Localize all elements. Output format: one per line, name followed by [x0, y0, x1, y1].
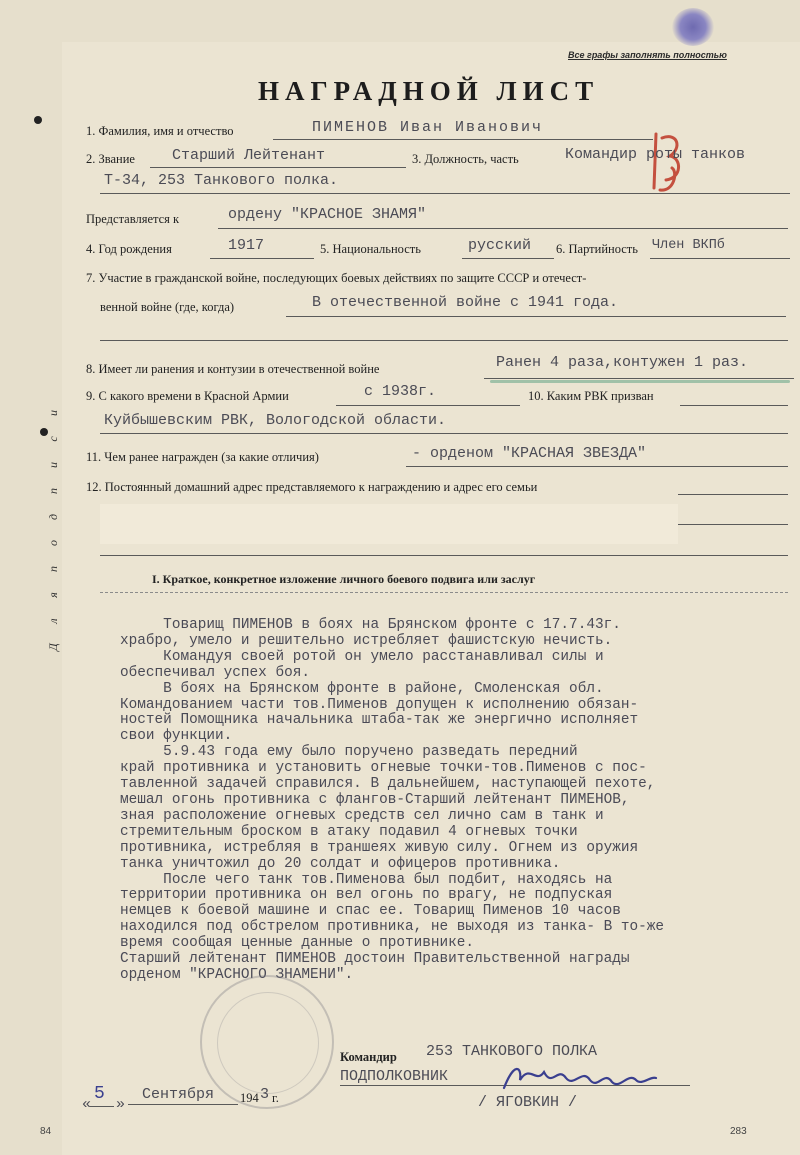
side-label-letter: я	[46, 592, 60, 598]
citation-line: зная расположение огневых средств сел лично сам в танк и	[120, 807, 604, 824]
field-7-label-continued: венной войне (где, когда)	[100, 300, 235, 314]
field-3-label: 3. Должность, часть	[412, 152, 519, 166]
field-5-line	[462, 258, 554, 259]
field-1-line	[273, 139, 653, 140]
citation-line: орденом "КРАСНОГО ЗНАМЕНИ".	[120, 966, 354, 983]
nominated-for-label: Представляется к	[86, 212, 180, 226]
side-label-letter: п	[46, 488, 60, 494]
field-12-line-3	[100, 555, 788, 556]
field-9-line	[336, 405, 520, 406]
section-divider	[100, 592, 788, 593]
field-5-label: 5. Национальность	[320, 242, 421, 256]
field-5-value: русский	[468, 237, 532, 254]
field-10-line	[680, 405, 788, 406]
field-3-value: Командир роты танков	[565, 146, 746, 163]
red-pencil-mark	[648, 128, 688, 198]
date-open-quote: «	[82, 1096, 92, 1113]
side-label-letter: л	[46, 618, 60, 624]
citation-text	[120, 618, 796, 984]
field-11-line	[406, 466, 788, 467]
citation-line: Командованием части тов.Пименов допущен к исполнению обязан-	[120, 696, 639, 713]
field-8-label: 8. Имеет ли ранения и контузии в отечественной войне	[86, 362, 380, 376]
field-7-value: В отечественной войне с 1941 года.	[312, 294, 619, 311]
commander-unit: 253 ТАНКОВОГО ПОЛКА	[426, 1043, 598, 1060]
citation-line: После чего танк тов.Пименова был подбит, находясь на	[120, 871, 613, 888]
field-7-label: 7. Участие в гражданской войне, последующих боевых действиях по защите СССР и отечест-	[86, 271, 587, 285]
side-label-letter: д	[46, 513, 60, 521]
citation-line: территории противника он вел огонь по врагу, не подпуская	[120, 887, 613, 904]
side-label-letter: о	[46, 540, 60, 546]
page-number-left: 84	[40, 1126, 52, 1137]
citation-line: свои функции.	[120, 728, 233, 745]
field-7-line	[286, 316, 786, 317]
citation-line: танка уничтожил до 20 солдат и офицеров противника.	[120, 855, 561, 872]
date-day: 5	[94, 1084, 105, 1104]
side-signature-label	[43, 400, 63, 660]
field-2-label: 2. Звание	[86, 152, 135, 166]
field-11-label: 11. Чем ранее награжден (за какие отличия)	[86, 450, 319, 464]
field-8-value: Ранен 4 раза,контужен 1 раз.	[496, 354, 749, 371]
date-month-line	[128, 1104, 238, 1105]
citation-line: тавленной задачей справился. В дальнейшем, наступающей пехоте,	[120, 776, 656, 793]
date-month: Сентября	[142, 1086, 215, 1103]
citation-line: Старший лейтенант ПИМЕНОВ достоин Правительственной награды	[120, 951, 630, 968]
field-8-line	[484, 378, 794, 379]
header-note: Все графы заполнять полностью	[568, 50, 727, 60]
field-3-line	[100, 193, 790, 194]
field-1-value: ПИМЕНОВ Иван Иванович	[312, 119, 544, 136]
field-3-value-continued: Т-34, 253 Танкового полка.	[104, 172, 339, 189]
field-11-value: - орденом "КРАСНАЯ ЗВЕЗДА"	[412, 445, 647, 462]
field-1-label: 1. Фамилия, имя и отчество	[86, 124, 234, 138]
citation-line: В боях на Брянском фронте в районе, Смоленская обл.	[120, 680, 604, 697]
citation-line: противника, истребляя в траншеях живую силу. Огнем из оружия	[120, 839, 639, 856]
field-10-label: 10. Каким РВК призван	[528, 389, 654, 403]
field-4-line	[210, 258, 314, 259]
citation-line: 5.9.43 года ему было поручено разведать передний	[120, 744, 578, 761]
field-4-value: 1917	[228, 237, 265, 254]
field-4-label: 4. Год рождения	[86, 242, 172, 256]
date-year-suffix: г.	[272, 1091, 279, 1105]
field-6-value: Член ВКПб	[652, 238, 725, 253]
citation-line: время сообщая ценные данные о противнике.	[120, 935, 475, 952]
citation-line: немцев к боевой машине и спас ее. Товарищ Пименов 10 часов	[120, 903, 621, 920]
citation-line: Командуя своей ротой он умело расстанавливал силы и	[120, 648, 604, 665]
citation-line: Товарищ ПИМЕНОВ в боях на Брянском фронте с 17.7.43г.	[120, 617, 621, 633]
nominated-for-value: ордену "КРАСНОЕ ЗНАМЯ"	[228, 206, 427, 223]
citation-line: ностей Помощника начальника штаба-так же энергично исполняет	[120, 712, 639, 729]
punch-hole	[34, 116, 42, 124]
field-9-value: с 1938г.	[364, 383, 437, 400]
nominated-for-line	[218, 228, 788, 229]
date-year-digit: 3	[260, 1086, 270, 1103]
side-label-letter: и	[46, 462, 60, 468]
side-label-letter: Д	[46, 643, 60, 651]
date-day-line	[90, 1106, 114, 1107]
section-title: I. Краткое, конкретное изложение личного боевого подвига или заслуг	[152, 572, 536, 586]
citation-line: край противника и установить огневые точки-тов.Пименов с пос-	[120, 760, 647, 777]
field-9-label: 9. С какого времени в Красной Армии	[86, 389, 289, 403]
side-label-letter: п	[46, 566, 60, 572]
side-label-letter: с	[46, 436, 60, 442]
field-6-line	[650, 258, 790, 259]
ink-stamp-blot	[672, 8, 714, 46]
citation-line: мешал огонь противника с флангов-Старший лейтенант ПИМЕНОВ,	[120, 791, 630, 808]
citation-line: находился под обстрелом противника, не выходя из танка- В то-же	[120, 919, 665, 936]
field-2-line	[150, 167, 406, 168]
field-6-label: 6. Партийность	[556, 242, 638, 256]
redacted-address	[100, 504, 678, 544]
handwritten-signature	[500, 1058, 660, 1094]
date-close-quote: »	[116, 1096, 126, 1113]
field-12-label: 12. Постоянный домашний адрес представляемого к награждению и адрес его семьи	[86, 480, 538, 494]
citation-line: храбро, умело и решительно истребляет фашистскую нечисть.	[120, 632, 613, 649]
commander-label: Командир	[340, 1050, 397, 1064]
field-10-value: Куйбышевским РВК, Вологодской области.	[104, 412, 447, 429]
green-pencil-underline	[490, 380, 790, 383]
page-number-right: 283	[730, 1126, 747, 1137]
paper-sheet	[62, 42, 800, 1155]
commander-rank: ПОДПОЛКОВНИК	[340, 1068, 449, 1085]
field-10-extra-line	[100, 433, 788, 434]
page-title: НАГРАДНОЙ ЛИСТ	[258, 76, 600, 106]
field-12-line	[678, 494, 788, 495]
field-7-extra-line	[100, 340, 788, 341]
commander-name: / ЯГОВКИН /	[478, 1094, 578, 1111]
citation-line: стремительным броском в атаку подавил 4 огневых точки	[120, 823, 578, 840]
citation-line: обеспечивал успех боя.	[120, 664, 310, 681]
side-label-letter: и	[46, 410, 60, 416]
date-year-prefix: 194	[240, 1091, 259, 1105]
field-2-value: Старший Лейтенант	[172, 147, 326, 164]
